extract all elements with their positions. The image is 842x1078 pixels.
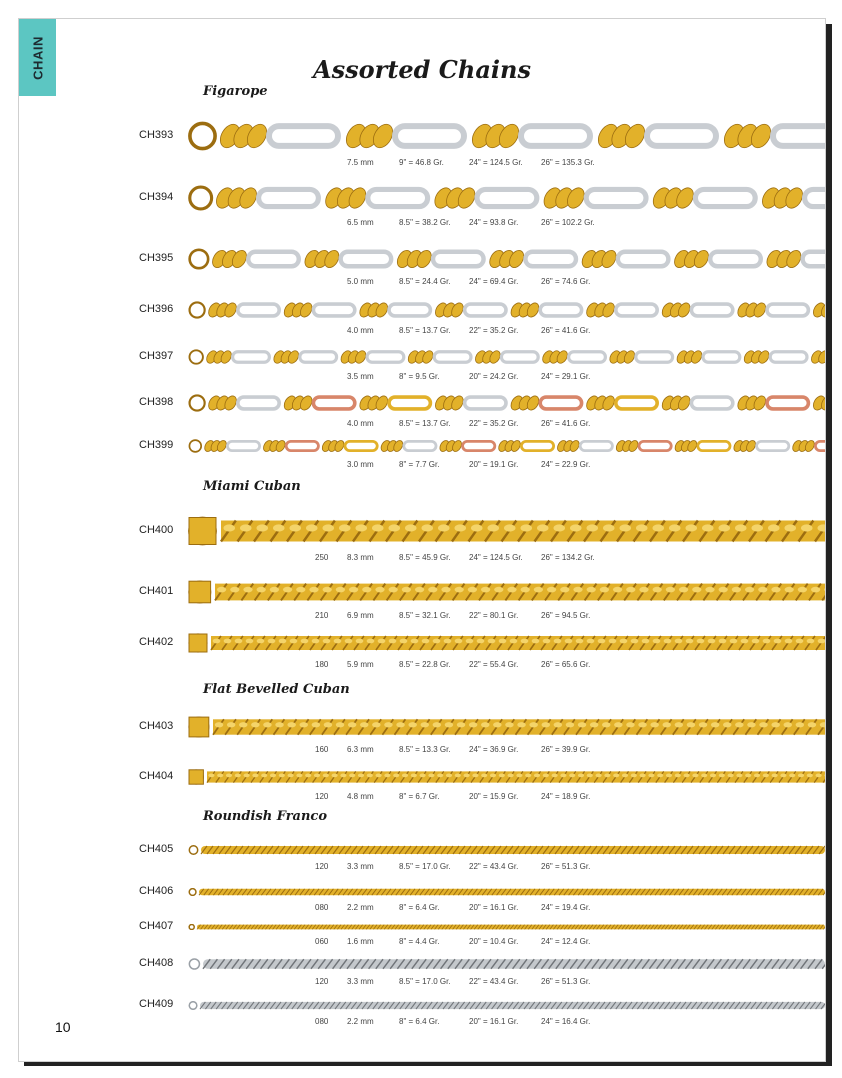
chain-image [187, 185, 825, 211]
chain-spec: 26" = 39.9 Gr. [541, 745, 591, 754]
chain-image [187, 845, 825, 855]
chain-links [200, 1001, 825, 1008]
chain-spec: 26" = 65.6 Gr. [541, 660, 591, 669]
product-code: CH394 [139, 191, 174, 203]
chain-links [205, 349, 825, 365]
chain-image [187, 580, 825, 604]
chain-spec: 3.5 mm [347, 372, 374, 381]
chain-spec: 4.0 mm [347, 326, 374, 335]
chain-spec: 8.5" = 13.3 Gr. [399, 745, 451, 754]
chain-spec: 24" = 12.4 Gr. [541, 937, 591, 946]
chain-spec: 3.0 mm [347, 460, 374, 469]
chain-spec: 4.0 mm [347, 419, 374, 428]
chain-spec: 24" = 16.4 Gr. [541, 1016, 591, 1026]
chain-spec: 5.9 mm [347, 660, 374, 669]
product-code: CH408 [139, 957, 174, 969]
product-code: CH399 [139, 439, 174, 451]
product-code: CH396 [139, 303, 174, 315]
chain-image [187, 769, 825, 785]
chain-spec: 24" = 69.4 Gr. [469, 277, 519, 286]
product-code: CH393 [139, 129, 174, 141]
chain-spec: 8.5" = 38.2 Gr. [399, 218, 451, 227]
chain-spec: 080 [315, 903, 329, 912]
lobster-clasp-icon [189, 959, 199, 969]
chain-spec: 8.5" = 17.0 Gr. [399, 862, 451, 871]
chain-links [211, 636, 825, 650]
chain-spec: 20" = 15.9 Gr. [469, 792, 519, 801]
chain-image [187, 248, 825, 270]
chain-spec: 24" = 18.9 Gr. [541, 792, 591, 801]
chain-spec: 9" = 46.8 Gr. [399, 158, 444, 167]
chain-links [207, 771, 825, 782]
chain-spec: 8.5" = 13.7 Gr. [399, 326, 451, 335]
product-code: CH397 [139, 350, 174, 362]
chain-links [199, 889, 825, 895]
chain-links [216, 121, 825, 151]
product-code: CH407 [139, 920, 174, 932]
chain-spec: 26" = 51.3 Gr. [541, 977, 591, 986]
lobster-clasp-icon [189, 889, 196, 896]
chain-spec: 26" = 51.3 Gr. [541, 862, 591, 871]
chain-spec: 1.6 mm [347, 937, 374, 946]
chain-image [187, 439, 825, 453]
section-heading: Flat Bevelled Cuban [203, 682, 350, 697]
chain-spec: 6.3 mm [347, 745, 374, 754]
chain-spec: 26" = 134.2 Gr. [541, 553, 595, 562]
product-code: CH405 [139, 843, 174, 855]
chain-image [187, 121, 825, 151]
lobster-clasp-icon [190, 123, 215, 148]
chain-spec: 22" = 35.2 Gr. [469, 419, 519, 428]
chain-links [210, 248, 825, 270]
chain-spec: 22" = 43.4 Gr. [469, 977, 519, 986]
chain-spec: 20" = 24.2 Gr. [469, 372, 519, 381]
chain-spec: 22" = 55.4 Gr. [469, 660, 519, 669]
chain-image [187, 301, 825, 319]
chain-spec: 6.9 mm [347, 611, 374, 620]
chain-image [187, 349, 825, 365]
lobster-clasp-icon [190, 302, 205, 317]
chain-spec: 4.8 mm [347, 792, 374, 801]
product-code: CH404 [139, 770, 174, 782]
chain-spec: 8.5" = 32.1 Gr. [399, 611, 451, 620]
chain-spec: 120 [315, 862, 329, 871]
chain-image [187, 958, 825, 970]
lobster-clasp-icon [190, 395, 205, 410]
chain-spec: 060 [315, 937, 329, 946]
chain-spec: 26" = 102.2 Gr. [541, 218, 595, 227]
chain-spec: 120 [315, 792, 329, 801]
product-code: CH409 [139, 998, 174, 1010]
product-code: CH406 [139, 885, 174, 897]
chain-links [221, 521, 825, 542]
category-tab-label: CHAIN [30, 35, 45, 80]
chain-spec: 5.0 mm [347, 277, 374, 286]
chain-image [187, 394, 825, 412]
chain-image [187, 1001, 825, 1010]
chain-image [187, 633, 825, 653]
product-code: CH400 [139, 524, 174, 536]
catalog-page [18, 18, 826, 1062]
chain-spec: 8" = 7.7 Gr. [399, 460, 440, 469]
product-code: CH395 [139, 252, 174, 264]
lobster-clasp-icon [189, 846, 197, 854]
chain-spec: 24" = 19.4 Gr. [541, 903, 591, 912]
lobster-clasp-icon [189, 440, 201, 452]
chain-links [213, 185, 825, 211]
lobster-clasp-icon [190, 187, 212, 209]
chain-spec: 180 [315, 660, 329, 669]
chain-spec: 20" = 16.1 Gr. [469, 1016, 519, 1026]
page-number: 10 [55, 1019, 71, 1035]
chain-spec: 22" = 35.2 Gr. [469, 326, 519, 335]
chain-spec: 20" = 10.4 Gr. [469, 937, 519, 946]
chain-spec: 2.2 mm [347, 1016, 374, 1026]
chain-spec: 8.3 mm [347, 553, 374, 562]
chain-image [187, 716, 825, 738]
chain-image [187, 888, 825, 896]
chain-spec: 24" = 124.5 Gr. [469, 158, 523, 167]
lobster-clasp-icon [189, 350, 202, 363]
chain-image [187, 924, 825, 930]
product-code: CH401 [139, 585, 174, 597]
chain-spec: 8.5" = 22.8 Gr. [399, 660, 451, 669]
chain-links [206, 394, 825, 412]
chain-spec: 20" = 16.1 Gr. [469, 903, 519, 912]
chain-spec: 24" = 36.9 Gr. [469, 745, 519, 754]
section-heading: Roundish Franco [203, 809, 328, 824]
product-code: CH402 [139, 636, 174, 648]
chain-spec: 8.5" = 45.9 Gr. [399, 553, 451, 562]
chain-links [213, 719, 825, 734]
chain-spec: 2.2 mm [347, 903, 374, 912]
chain-spec: 22" = 80.1 Gr. [469, 611, 519, 620]
chain-spec: 3.3 mm [347, 862, 374, 871]
section-heading: Miami Cuban [203, 479, 301, 494]
chain-image [187, 516, 825, 546]
chain-spec: 210 [315, 611, 329, 620]
chain-links [197, 925, 825, 930]
chain-spec: 8.5" = 24.4 Gr. [399, 277, 451, 286]
chain-spec: 6.5 mm [347, 218, 374, 227]
chain-spec: 24" = 124.5 Gr. [469, 553, 523, 562]
section-heading: Figarope [203, 84, 268, 99]
chain-links [201, 846, 825, 854]
chain-spec: 24" = 93.8 Gr. [469, 218, 519, 227]
chain-spec: 080 [315, 1016, 329, 1026]
chain-spec: 7.5 mm [347, 158, 374, 167]
chain-spec: 26" = 41.6 Gr. [541, 419, 591, 428]
product-code: CH403 [139, 720, 174, 732]
lobster-clasp-icon [190, 250, 208, 268]
chain-spec: 8" = 4.4 Gr. [399, 937, 440, 946]
chain-spec: 8" = 6.4 Gr. [399, 903, 440, 912]
chain-spec: 26" = 74.6 Gr. [541, 277, 591, 286]
chain-spec: 8" = 9.5 Gr. [399, 372, 440, 381]
chain-spec: 24" = 29.1 Gr. [541, 372, 591, 381]
chain-spec: 8.5" = 17.0 Gr. [399, 977, 451, 986]
chain-spec: 3.3 mm [347, 977, 374, 986]
page-title: Assorted Chains [313, 55, 531, 84]
chain-links [203, 959, 825, 969]
chain-spec: 120 [315, 977, 329, 986]
lobster-clasp-icon [189, 1001, 197, 1009]
product-code: CH398 [139, 396, 174, 408]
chain-links [203, 439, 825, 453]
chain-spec: 250 [315, 553, 329, 562]
chain-spec: 22" = 43.4 Gr. [469, 862, 519, 871]
lobster-clasp-icon [189, 924, 194, 929]
chain-links [206, 301, 825, 319]
chain-spec: 26" = 135.3 Gr. [541, 158, 595, 167]
chain-spec: 160 [315, 745, 329, 754]
chain-links [215, 584, 825, 601]
chain-spec: 8" = 6.7 Gr. [399, 792, 440, 801]
chain-spec: 20" = 19.1 Gr. [469, 460, 519, 469]
chain-spec: 26" = 41.6 Gr. [541, 326, 591, 335]
chain-spec: 8" = 6.4 Gr. [399, 1016, 440, 1026]
chain-spec: 8.5" = 13.7 Gr. [399, 419, 451, 428]
chain-spec: 24" = 22.9 Gr. [541, 460, 591, 469]
chain-spec: 26" = 94.5 Gr. [541, 611, 591, 620]
